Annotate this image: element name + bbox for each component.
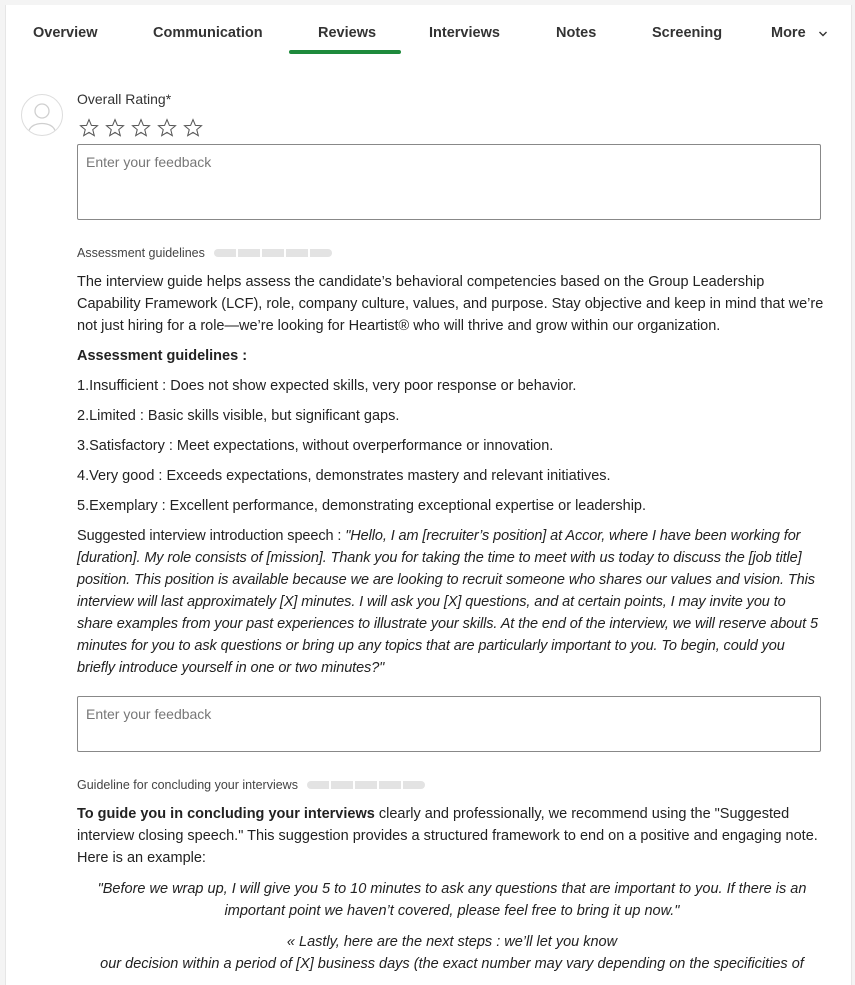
tab-overview[interactable]: Overview <box>33 25 98 41</box>
assessment-guidelines-title: Assessment guidelines <box>77 246 205 260</box>
star-icon[interactable] <box>78 117 100 139</box>
candidate-panel <box>5 5 852 985</box>
level-2: 2.Limited : Basic skills visible, but significant gaps. <box>77 408 400 424</box>
intro-speech <box>77 525 825 679</box>
progress-dots <box>307 781 425 789</box>
assessment-intro: The interview guide helps assess the candidate’s behavioral competencies based on the Group Leadership Capability Framework (LCF), role, company culture, values, and purpose. Stay objective and keep in mind that we’re not just hiring for a role—we’re looking for Heartist® who will thrive and grow within our organization. <box>77 274 824 334</box>
tab-interviews[interactable]: Interviews <box>429 25 500 41</box>
assessment-guidelines-heading <box>77 246 332 260</box>
tab-more[interactable]: More <box>771 25 806 41</box>
intro-speech-text: "Hello, I am [recruiter’s position] at Accor, where I have been working for [duration]. My role consists of [mission]. Thank you for taking the time to meet with us today to discuss the [job title] position. This position is available because we are looking to recruit someone who shares our values and vision. This interview will last approximately [X] minutes. I will ask you [X] questions, and at certain points, I may invite you to share examples from your past experiences to illustrate your skills. At the end of the interview, we will reserve about 5 minutes for you to ask questions or bring up any topics that are particularly important to you. To begin, could you briefly introduce yourself in one or two minutes?" <box>77 528 818 676</box>
star-icon[interactable] <box>104 117 126 139</box>
assessment-feedback-field[interactable] <box>77 696 821 752</box>
tab-screening[interactable]: Screening <box>652 25 723 41</box>
avatar <box>21 94 63 136</box>
user-placeholder-icon <box>22 95 62 135</box>
tab-bar <box>6 5 851 55</box>
level-4: 4.Very good : Exceeds expectations, demonstrates mastery and relevant initiatives. <box>77 468 611 484</box>
progress-dots <box>214 249 332 257</box>
star-rating[interactable] <box>78 117 204 139</box>
intro-speech-label: Suggested interview introduction speech : <box>77 528 346 544</box>
star-icon[interactable] <box>156 117 178 139</box>
closing-quote-2-line-2: our decision within a period of [X] business days (the exact number may vary depending on the specificities of <box>100 956 804 972</box>
level-5: 5.Exemplary : Excellent performance, demonstrating exceptional expertise or leadership. <box>77 498 647 514</box>
concluding-intro-rest: clearly and professionally, we recommend using the "Suggested interview closing speech." This suggestion provides a structured framework to end on a positive and engaging note. Here is an example: <box>77 806 818 866</box>
chevron-down-icon[interactable] <box>818 29 828 39</box>
concluding-guideline-title: Guideline for concluding your interviews <box>77 778 298 792</box>
level-1: 1.Insufficient : Does not show expected skills, very poor response or behavior. <box>77 378 577 394</box>
concluding-intro-bold: To guide you in concluding your interviews <box>77 806 375 822</box>
concluding-guideline-heading <box>77 778 425 792</box>
closing-quote-2-line-1: « Lastly, here are the next steps : we’ll let you know <box>286 934 618 950</box>
tab-communication[interactable]: Communication <box>153 25 263 41</box>
closing-quote-1: "Before we wrap up, I will give you 5 to 10 minutes to ask any questions that are important to you. If there is an important point we haven’t covered, please feel free to bring it up now." <box>97 881 807 919</box>
star-icon[interactable] <box>130 117 152 139</box>
tab-reviews[interactable]: Reviews <box>318 25 377 41</box>
overall-rating-label: Overall Rating* <box>77 91 172 107</box>
star-icon[interactable] <box>182 117 204 139</box>
level-3: 3.Satisfactory : Meet expectations, without overperformance or innovation. <box>77 438 554 454</box>
overall-feedback-field[interactable] <box>77 144 821 220</box>
active-tab-indicator <box>289 50 401 54</box>
assessment-subheading: Assessment guidelines : <box>77 348 248 364</box>
tab-notes[interactable]: Notes <box>556 25 597 41</box>
concluding-intro <box>77 803 825 869</box>
